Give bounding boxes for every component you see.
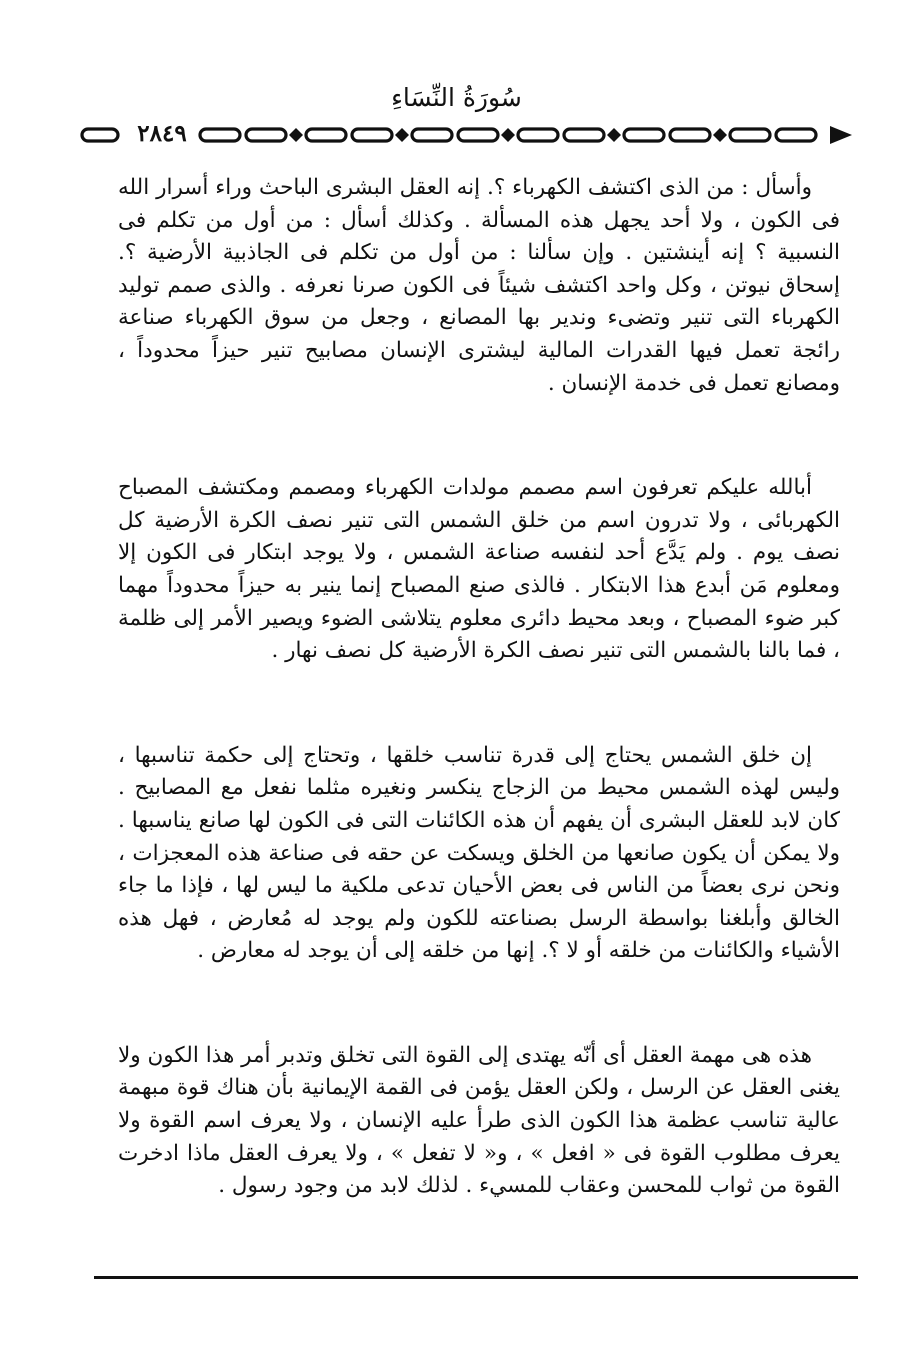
surah-title: سُورَةُ النِّسَاءِ [391,83,522,112]
paragraph-2: أبالله عليكم تعرفون اسم مصمم مولدات الكهرباء ومصمم ومكتشف المصباح الكهربائى ، ولا تدرون اسم من خلق الشمس التى تنير نصف الكرة الأرضية كل نصف يوم . ولم يَدَّع أحد لنفسه صناعة الشمس ، ولا يوجد ابتكار فى الكون إلا ومعلوم مَن أبدع هذا الابتكار . فالذى صنع المصباح إنما ينير به حيزاً محدوداً مهما كبر ضوء المصباح ، وبعد محيط دائرى معلوم يتلاشى الضوء ويصير الأمر إلى ظلمة ، فما بالنا بالشمس التى تنير نصف الكرة الأرضية كل نصف نهار . [118,475,841,664]
paragraph-3: إن خلق الشمس يحتاج إلى قدرة تناسب خلقها ، وتحتاج إلى حكمة تناسبها ، وليس لهذه الشمس محيط من الزجاج ينكسر ونغيره مثلما نفعل مع المصابيح . كان لابد للعقل البشرى أن يفهم أن هذه الكائنات التى فى الكون لها صانع يناسبها . ولا يمكن أن يكون صانعها من الخلق ويسكت عن حقه فى صناعة هذه المعجزات ، ونحن نرى بعضاً من الناس فى بعض الأحيان تدعى ملكية ما ليس لها ، فإذا ما جاء الخالق وأبلغنا بواسطة الرسل بصناعته للكون ولم يوجد له مُعارض ، فهل هذه الأشياء والكائنات من خلقه أو لا ؟. إنها من خلقه إلى أن يوجد له معارض . [118,742,840,964]
page-number: ٢٨٤٩ [126,118,198,150]
footer-divider [94,1276,858,1279]
page-body [118,172,840,1203]
paragraph-1: وأسأل : من الذى اكتشف الكهرباء ؟. إنه العقل البشرى الباحث وراء أسرار الله فى الكون ، ولا أحد يجهل هذه المسألة . وكذلك أسأل : من أول من تكلم فى النسبية ؟ إنه أينشتين . وإن سألنا : من أول من تكلم فى الجاذبية الأرضية ؟. إسحاق نيوتن ، وكل واحد اكتشف شيئاً فى الكون صرنا نعرفه . والذى صمم توليد الكهرباء التى تنير وتضىء وندير بها المصانع ، وجعل من سوق الكهرباء صناعة رائجة تعمل فيها القدرات المالية ليشترى الإنسان مصابيح تنير حيزاً محدوداً ، ومصانع تعمل فى خدمة الإنسان . [118,175,840,396]
paragraph-4: هذه هى مهمة العقل أى أنّه يهتدى إلى القوة التى تخلق وتدبر أمر هذا الكون ولا يغنى العقل عن الرسل ، ولكن العقل يؤمن فى القمة الإيمانية بأن هناك قوة مبهمة عالية تناسب عظمة هذا الكون الذى طرأ عليه الإنسان ، ولا يعرف اسم القوة ولا يعرف مطلوب القوة فى « افعل » ، و« لا تفعل » ، ولا يعرف العقل ماذا ادخرت القوة من ثواب للمحسن وعقاب للمسيء . لذلك لابد من وجود رسول . [118,1042,840,1199]
